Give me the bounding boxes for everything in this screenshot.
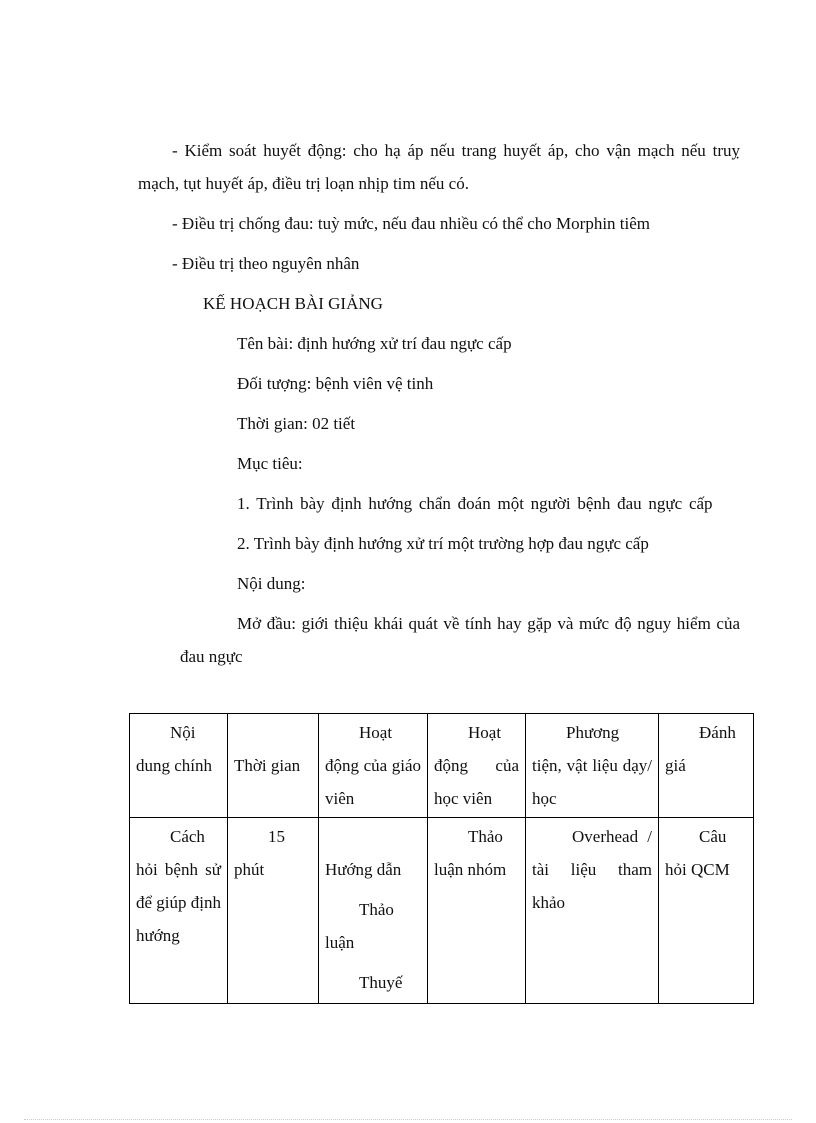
page-break-dotted-line bbox=[24, 1119, 792, 1120]
header-label-assessment: Đánh giá bbox=[665, 723, 736, 775]
header-label-learner-activity: Hoạt động của học viên bbox=[434, 723, 519, 808]
cell-text-main-content: Cách hỏi bệnh sử để giúp định hướng bbox=[136, 827, 221, 945]
paragraph-introduction: Mở đầu: giới thiệu khái quát về tính hay gặp và mức độ nguy hiểm của đau ngực bbox=[180, 614, 740, 666]
paragraph-audience: Đối tượng: bệnh viên vệ tinh bbox=[237, 374, 434, 393]
cell-text-teacher-activity-2: Thảo luận bbox=[325, 900, 394, 952]
cell-time bbox=[228, 818, 319, 1004]
cell-learner-activity bbox=[428, 818, 526, 1004]
header-cell-time bbox=[228, 714, 319, 818]
paragraph-cause-treatment: - Điều trị theo nguyên nhân bbox=[172, 254, 360, 273]
paragraph-objectives-label: Mục tiêu: bbox=[237, 454, 303, 473]
header-cell-teacher-activity bbox=[319, 714, 428, 818]
header-cell-assessment bbox=[659, 714, 754, 818]
cell-text-teacher-activity-1: Hướng dẫn bbox=[325, 860, 402, 879]
cell-teacher-activity bbox=[319, 818, 428, 1004]
table-header-row bbox=[130, 714, 754, 818]
cell-main-content bbox=[130, 818, 228, 1004]
cell-text-assessment: Câu hỏi QCM bbox=[665, 827, 730, 879]
header-label-time: Thời gian bbox=[234, 756, 301, 775]
paragraph-objective-1: 1. Trình bày định hướng chẩn đoán một người bệnh đau ngực cấp bbox=[237, 494, 713, 513]
header-label-materials: Phương tiện, vật liệu dạy/ học bbox=[532, 723, 652, 808]
cell-materials bbox=[526, 818, 659, 1004]
table-row bbox=[130, 818, 754, 1004]
header-cell-materials bbox=[526, 714, 659, 818]
header-label-main-content: Nội dung chính bbox=[136, 723, 213, 775]
paragraph-content-label: Nội dung: bbox=[237, 574, 306, 593]
paragraph-lesson-name: Tên bài: định hướng xử trí đau ngực cấp bbox=[237, 334, 512, 353]
paragraph-duration: Thời gian: 02 tiết bbox=[237, 414, 356, 433]
cell-text-materials: Overhead / tài liệu tham khảo bbox=[532, 827, 652, 912]
paragraph-pain-treatment: - Điều trị chống đau: tuỳ mức, nếu đau nhiều có thể cho Morphin tiêm bbox=[172, 214, 651, 233]
cell-assessment bbox=[659, 818, 754, 1004]
lesson-plan-table bbox=[129, 713, 754, 1004]
cell-text-time: 15 phút bbox=[234, 827, 285, 879]
paragraph-objective-2: 2. Trình bày định hướng xử trí một trường hợp đau ngực cấp bbox=[237, 534, 649, 553]
header-cell-main-content bbox=[130, 714, 228, 818]
body-text bbox=[138, 134, 740, 680]
header-cell-learner-activity bbox=[428, 714, 526, 818]
header-label-teacher-activity: Hoạt động của giáo viên bbox=[325, 723, 421, 808]
section-title-lesson-plan: KẾ HOẠCH BÀI GIẢNG bbox=[203, 294, 383, 313]
cell-text-learner-activity: Thảo luận nhóm bbox=[434, 827, 507, 879]
cell-text-teacher-activity-3: Thuyế bbox=[359, 973, 403, 992]
paragraph-hemodynamic-control: - Kiểm soát huyết động: cho hạ áp nếu trang huyết áp, cho vận mạch nếu truỵ mạch, tụt huyết áp, điều trị loạn nhịp tim nếu có. bbox=[138, 141, 740, 193]
